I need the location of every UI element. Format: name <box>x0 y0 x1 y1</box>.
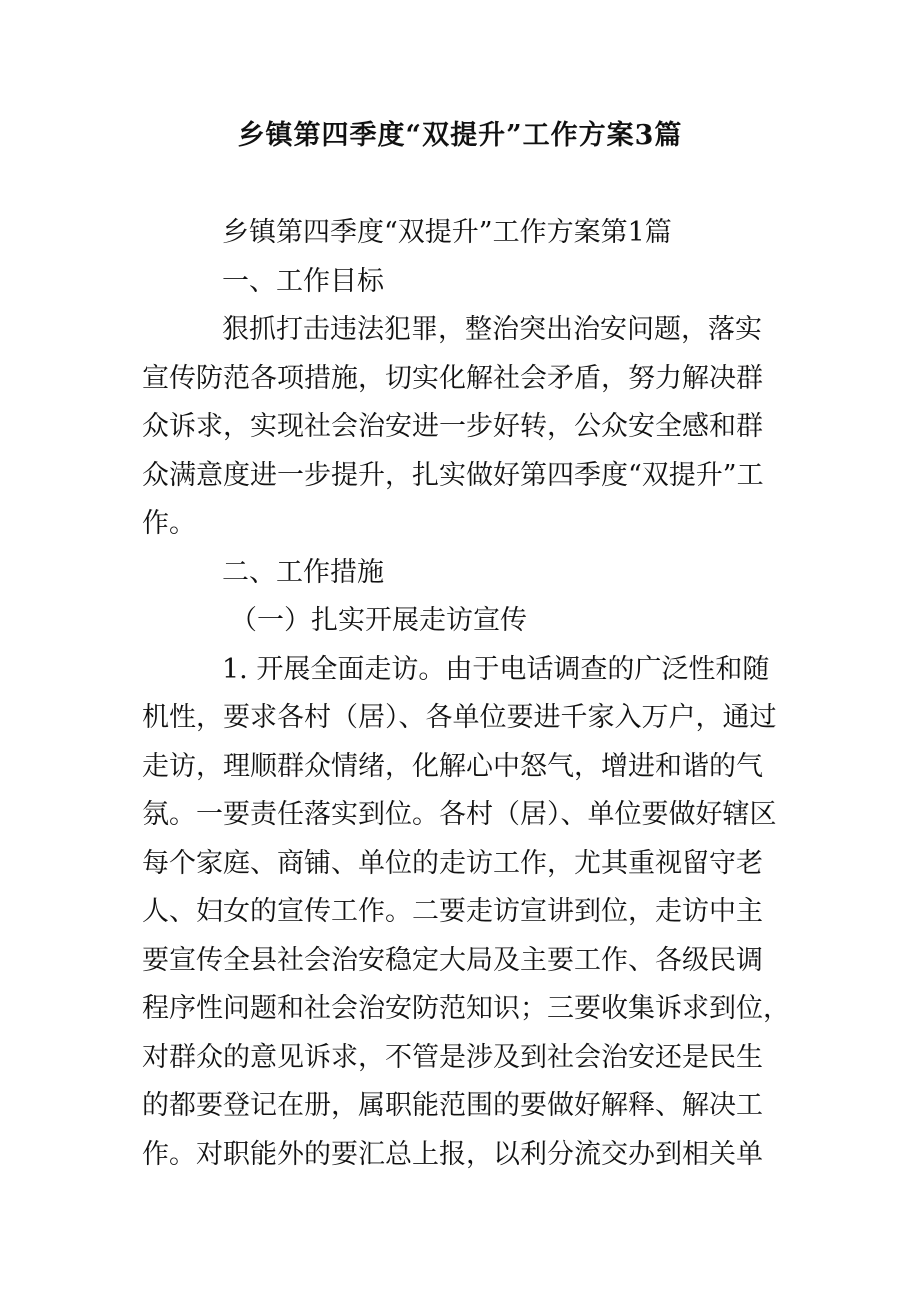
paragraph-line: 宣传防范各项措施，切实化解社会矛盾，努力解决群 <box>142 362 763 394</box>
paragraph-line: 众满意度进一步提升，扎实做好第四季度“双提升”工 <box>142 459 764 491</box>
paragraph-line: 走访，理顺群众情绪，化解心中怒气，增进和谐的气 <box>142 750 763 782</box>
paragraph-line: 作。对职能外的要汇总上报，以利分流交办到相关单 <box>142 1138 763 1170</box>
paragraph-line: 众诉求，实现社会治安进一步好转，公众安全感和群 <box>142 411 763 442</box>
subtitle: 乡镇第四季度“双提升”工作方案第1篇 <box>222 217 672 248</box>
paragraph-line: 1. 开展全面走访。由于电话调查的广泛性和随 <box>222 653 770 685</box>
section-heading-goals: 一、工作目标 <box>222 265 384 297</box>
paragraph-line: 对群众的意见诉求，不管是涉及到社会治安还是民生 <box>142 1041 763 1073</box>
paragraph-line: 要宣传全县社会治安稳定大局及主要工作、各级民调 <box>142 944 763 976</box>
paragraph-line: 的都要登记在册，属职能范围的要做好解释、解决工 <box>142 1090 763 1121</box>
paragraph-goals <box>142 306 784 549</box>
paragraph-line: 机性，要求各村（居）、各单位要进千家入万户，通过 <box>142 702 777 733</box>
paragraph-line: 人、妇女的宣传工作。二要走访宣讲到位，走访中主 <box>142 896 763 927</box>
paragraph-line: 程序性问题和社会治安防范知识；三要收集诉求到位， <box>142 993 790 1024</box>
paragraph-line: 狠抓打击违法犯罪，整治突出治安问题，落实 <box>222 314 762 345</box>
paragraph-line: 作。 <box>142 508 196 539</box>
section-heading-measures: 二、工作措施 <box>222 556 384 588</box>
document-title: 乡镇第四季度“双提升”工作方案3篇 <box>237 120 683 151</box>
paragraph-line: 每个家庭、商铺、单位的走访工作，尤其重视留守老 <box>142 847 763 879</box>
paragraph-item-1 <box>142 646 790 1180</box>
paragraph-line: 氛。一要责任落实到位。各村（居）、单位要做好辖区 <box>142 799 777 830</box>
subsection-heading-visits: （一）扎实开展走访宣传 <box>230 605 527 636</box>
document-body <box>142 209 790 1179</box>
